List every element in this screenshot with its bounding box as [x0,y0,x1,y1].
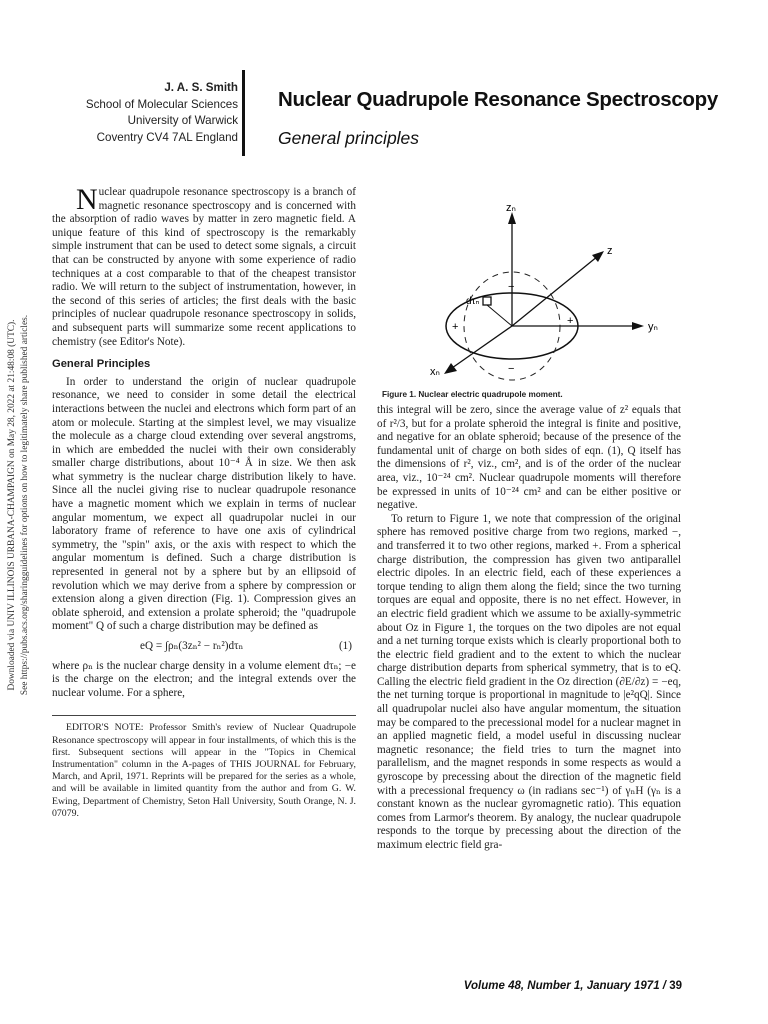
article-title: Nuclear Quadrupole Resonance Spectroscopy [278,88,718,111]
label-z: z [607,245,613,257]
label-yn: yₙ [648,321,658,333]
author-affiliation-line1: School of Molecular Sciences [85,97,238,111]
left-column [52,183,356,820]
volume-element-vector [487,305,512,326]
label-zn: zₙ [506,202,516,214]
label-plus-right: + [567,315,574,327]
xn-arrowhead [444,363,457,374]
body-paragraph: To return to Figure 1, we note that compression of the original sphere has removed positive charge from two regions, marked −, and transferred it to two other regions, marked +. From a spherical charge distribution, the compression has given two antiparallel electric dipoles. In an electric field, each of these experiences a torque tending to align them along the field; since the two turning torques are equal and opposite, there is no net effect. However, in an electric field gradient which we assume to be axially-symmetric about Oz in Figure 1, the torques on the two dipoles are not equal and a net turning torque exists which is clearly proportional both to the electric field gradient and to the extent to which the nuclear charge distribution departs from spherical symmetry, that is to eQ. Calling the electric field gradient in the Oz direction (∂E/∂z) = −eq, the net turning torque is proportional in magnitude to |e²qQ|. Since all quadrupolar nuclei also have angular momentum, the situation may be compared to the precessional model for a nuclear magnet in an applied magnetic field, a model useful in discussing nuclear magnetic resonance; the field tries to turn the magnet into parallelism, and the magnet responds in some respects as would a gyroscope by precessing about the direction of the magnetic field with a precessional frequency ω (in radians sec⁻¹) of γₙH (γₙ is a constant known as the nuclear gyromagnetic ratio). This equation comes from Larmor's theorem. By analogy, the nuclear quadrupole responds to the torque by precessing about the direction of the maximum electric field gra- [377,512,681,851]
intro-paragraph [52,183,356,349]
body-paragraph: In order to understand the origin of nuclear quadrupole resonance, we need to consider in some detail the electrical interactions between the nuclei and electrons which form part of an atom or molecule. Starting at the simplest level, we may visualize the molecule as a charge cloud extending over several angstroms, in which are embedded the nuclei with their own considerably smaller charge distributions, about 10⁻⁴ Å in size. We then ask what symmetry is the nuclear charge distribution likely to have. Since all the nuclei giving rise to nuclear quadrupole resonance have a magnetic moment which we explain in terms of nuclear angular momentum, we expect all quadrupolar nuclei in our laboratory frame of reference to have one axis of cylindrical symmetry, the "spin" axis, or the axis with respect to which the angular momentum is defined. Such a charge distribution is represented in general not by a sphere but by an ellipsoid of revolution which we may derive from a sphere by compression or extension along a given direction (Fig. 1). Compression gives an oblate spheroid, and extension a prolate spheroid; the "quadrupole moment" Q of such a charge distribution may be defined as [52,375,356,633]
editor-note-divider [52,715,356,716]
label-plus-left: + [452,321,459,333]
figure-1 [400,198,680,388]
equation-1 [52,640,356,654]
label-minus-bottom: − [508,363,515,375]
equation-number: (1) [338,640,352,652]
figure-caption: Figure 1. Nuclear electric quadrupole moment. [382,390,563,399]
label-xn: xₙ [430,366,440,378]
volume-element [483,297,491,305]
right-column [377,404,681,853]
z-arrowhead [592,251,604,262]
editor-note: EDITOR'S NOTE: Professor Smith's review of Nuclear Quadrupole Resonance spectroscopy will appear in four installments, of which this is the first. Subsequent sections will appear in the "Topics in Chemical Instrumentation" column in the A-pages of THIS JOURNAL for February, March, and April, 1971. Reprints will be prepared for the series as a whole, and will be available in limited quantity from the author and from G. W. Ewing, Department of Chemistry, Seton Hall University, South Orange, N. J. 07079. [52,722,356,819]
download-notice [2,280,36,730]
title-divider [242,70,245,156]
drop-cap: N [76,183,98,216]
page-number: 39 [669,980,682,992]
download-notice-line1: Downloaded via UNIV ILLINOIS URBANA-CHAMPAIGN on May 28, 2022 at 21:48:08 (UTC). [7,319,17,691]
label-minus-top: − [508,281,515,293]
equation-text: eQ = ∫ρₙ(3zₙ² − rₙ²)dτₙ [140,640,244,652]
label-dtau: dτₙ [466,296,480,307]
author-block [18,80,238,146]
section-heading: General Principles [52,358,151,371]
journal-issue: Volume 48, Number 1, January 1971 [463,980,660,992]
author-affiliation-line3: Coventry CV4 7AL England [96,130,238,144]
article-subtitle: General principles [278,128,420,148]
intro-text: uclear quadrupole resonance spectroscopy is a branch of magnetic resonance spectroscopy and is concerned with the absorption of radio waves by matter in zero magnetic field. A unique feature of this kind of spectroscopy is the remarkably simple instrument that can be used to detect some signals, a circuit that can be constructed by anyone with some experience of radio techniques at a cost comparable to that of the cheapest transistor radio. We will return to the subject of instrumentation, however, in the second of this series of articles; the first deals with the basic principles of nuclear quadrupole resonance spectroscopy in solids, and subsequent parts will summarize some recent applications to chemistry (see Editor's Note). [52,186,356,348]
author-name: J. A. S. Smith [164,81,238,94]
quadrupole-diagram [400,198,680,388]
download-notice-line2: See https://pubs.acs.org/sharingguidelines for options on how to legitimately share published articles. [20,314,30,696]
page-footer [464,980,682,992]
body-paragraph: this integral will be zero, since the average value of z² equals that of r²/3, but for a prolate spheroid the integral is finite and positive, and negative for an oblate spheroid; because of the presence of the fundamental unit of charge on both sides of eqn. (1), Q itself has the dimensions of r², viz., cm², and is of the order of the nuclear area, viz., 10⁻²⁴ cm². Nuclear quadrupole moments will therefore be expressed in units of 10⁻²⁴ cm² and can be either positive or negative. [377,404,681,512]
author-affiliation-line2: University of Warwick [127,114,238,127]
body-paragraph: where ρₙ is the nuclear charge density in a volume element dτₙ; −e is the charge on the electron; and the integral extends over the nuclear volume. For a sphere, [52,659,356,699]
footer-separator: / [662,980,666,992]
yn-arrowhead [632,322,644,330]
z-axis [512,256,598,326]
